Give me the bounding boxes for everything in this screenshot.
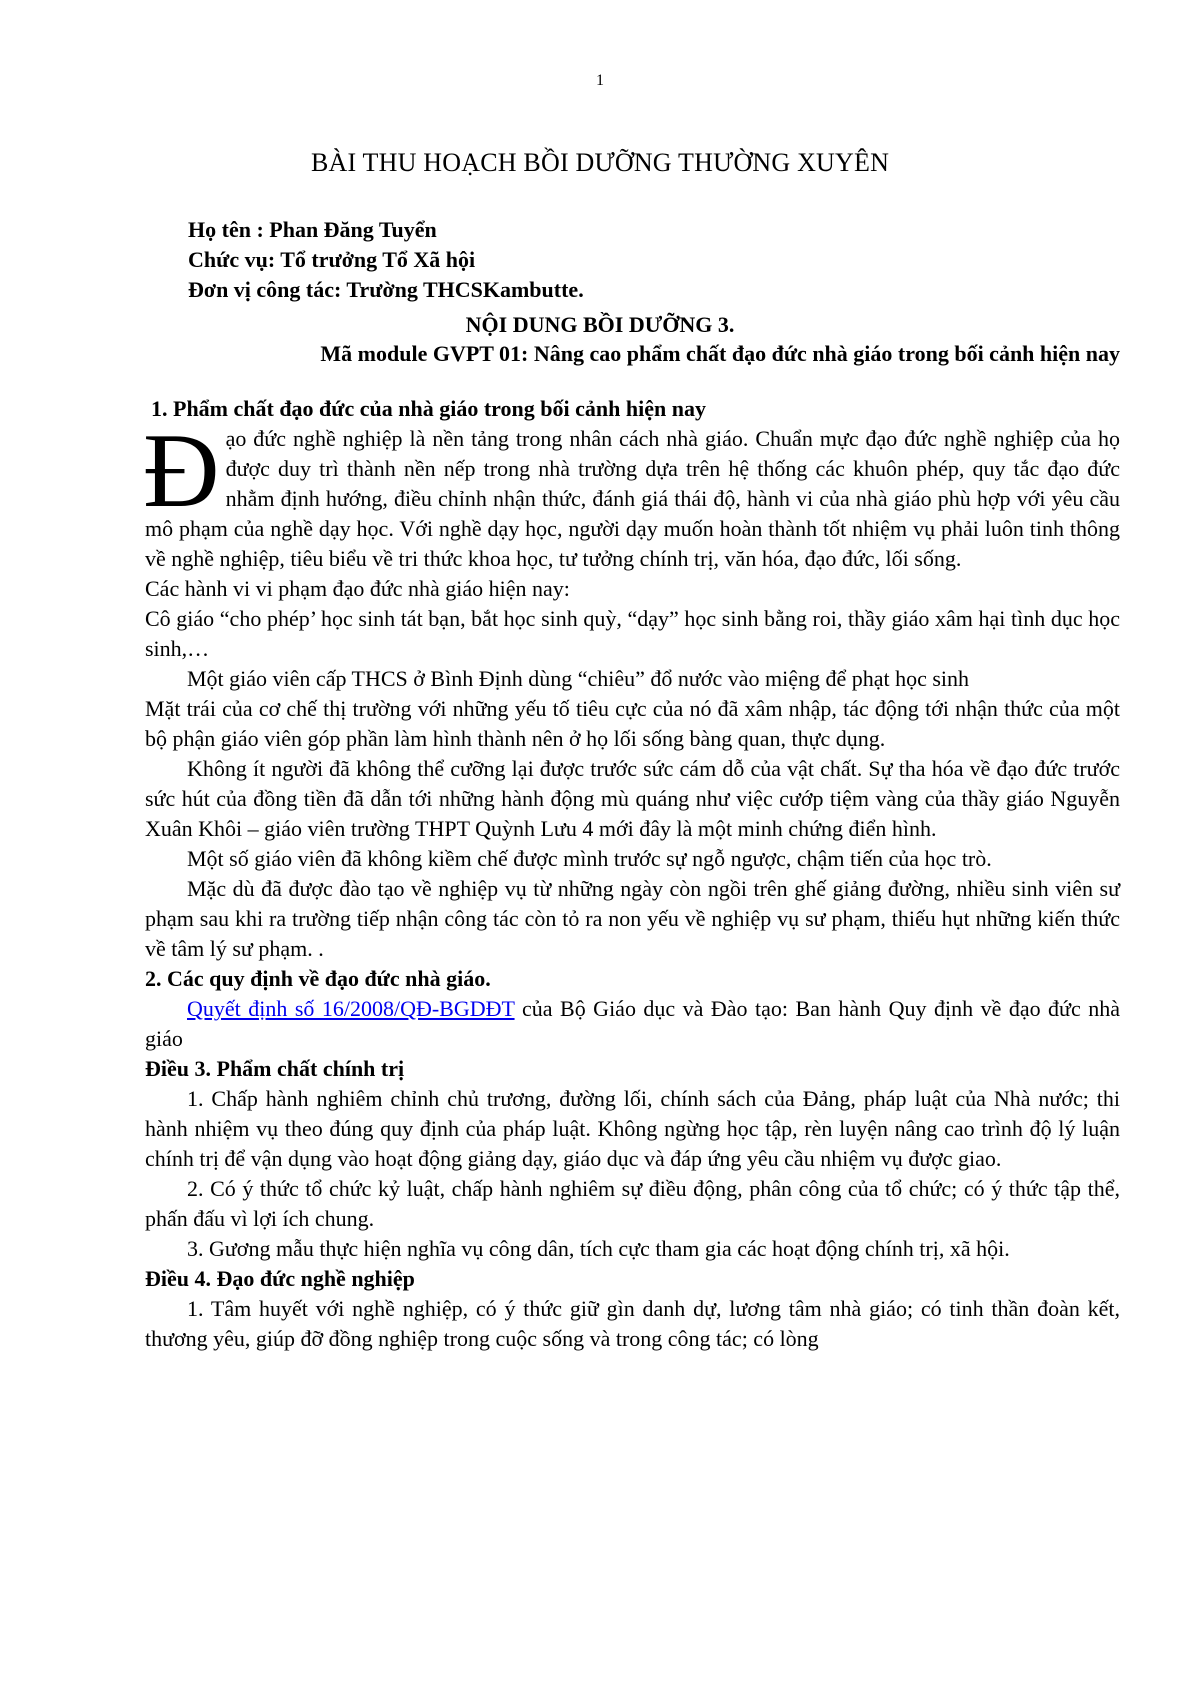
section1-para7: Một số giáo viên đã không kiềm chế được mình trước sự ngỗ ngược, chậm tiến của học trò. [187,846,992,871]
drop-cap: Đ [143,412,220,529]
section1-para5: Mặt trái của cơ chế thị trường với những yếu tố tiêu cực của nó đã xâm nhập, tác động tới nhận thức của một bộ phận giáo viên góp phần làm hình thành nên ở họ lối sống bàng quan, thực dụng. [145,696,1120,751]
author-name: Họ tên : Phan Đăng Tuyển [188,217,437,242]
author-info [188,215,584,305]
document-title: BÀI THU HOẠCH BỒI DƯỠNG THƯỜNG XUYÊN [310,148,890,177]
document-body [145,394,1120,1354]
section1-para6: Không ít người đã không thể cưỡng lại được trước sức cám dỗ của vật chất. Sự tha hóa về đạo đức trước sức hút của đồng tiền đã dẫn tới những hành động mù quáng như việc cướp tiệm vàng của thầy giáo Nguyễn Xuân Khôi – giáo viên trường THPT Quỳnh Lưu 4 mới đây là một minh chứng điển hình. [145,756,1120,841]
regulation-link[interactable]: Quyết định số 16/2008/QĐ-BGDĐT [187,996,515,1021]
module-heading: Mã module GVPT 01: Nâng cao phẩm chất đạo đức nhà giáo trong bối cảnh hiện nay [320,341,1120,366]
section1-para1-text: ạo đức nghề nghiệp là nền tảng trong nhân cách nhà giáo. Chuẩn mực đạo đức nghề nghiệp của họ được duy trì thành nền nếp trong nhà trường dựa trên hệ thống các khuôn phép, quy tắc đạo đức nhằm định hướng, điều chỉnh nhận thức, đánh giá thái độ, hành vi của nhà giáo phù hợp với yêu cầu mô phạm của nghề dạy học. Với nghề dạy học, người dạy muốn hoàn thành tốt nhiệm vụ phải luôn tinh thông về nghề nghiệp, tiêu biểu về tri thức khoa học, tư tưởng chính trị, văn hóa, đạo đức, lối sống. [145,426,1120,571]
author-unit: Đơn vị công tác: Trường THCSKambutte. [188,277,584,302]
article3-item-1: 1. Chấp hành nghiêm chỉnh chủ trương, đường lối, chính sách của Đảng, pháp luật của Nhà nước; thi hành nhiệm vụ theo đúng quy định của pháp luật. Không ngừng học tập, rèn luyện nâng cao trình độ lý luận chính trị để vận dụng vào hoạt động giảng dạy, giáo dục và đáp ứng yêu cầu nhiệm vụ được giao. [145,1086,1120,1171]
page-number: 1 [596,72,604,89]
article3-item-3: 3. Gương mẫu thực hiện nghĩa vụ công dân, tích cực tham gia các hoạt động chính trị, xã hội. [187,1236,1010,1261]
content-heading: NỘI DUNG BỒI DƯỠNG 3. [465,312,735,337]
section1-para1 [143,412,1120,574]
article3-heading: Điều 3. Phẩm chất chính trị [145,1056,405,1081]
section1-para2: Các hành vi vi phạm đạo đức nhà giáo hiện nay: [145,576,570,601]
section1-para8: Mặc dù đã được đào tạo về nghiệp vụ từ những ngày còn ngồi trên ghế giảng đường, nhiều sinh viên sư phạm sau khi ra trường tiếp nhận công tác còn tỏ ra non yếu về nghiệp vụ sư phạm, thiếu hụt những kiến thức về tâm lý sư phạm. . [145,876,1120,961]
author-position: Chức vụ: Tổ trưởng Tổ Xã hội [188,247,476,272]
section1-heading: 1. Phẩm chất đạo đức của nhà giáo trong bối cảnh hiện nay [151,396,706,421]
section2-heading: 2. Các quy định về đạo đức nhà giáo. [145,966,491,991]
section1-para3: Cô giáo “cho phép’ học sinh tát bạn, bắt học sinh quỳ, “dạy” học sinh bằng roi, thầy giáo xâm hại tình dục học sinh,… [145,606,1120,661]
regulation-reference [145,994,1120,1054]
article4-item-1: 1. Tâm huyết với nghề nghiệp, có ý thức giữ gìn danh dự, lương tâm nhà giáo; có tinh thần đoàn kết, thương yêu, giúp đỡ đồng nghiệp trong cuộc sống và trong công tác; có lòng [145,1296,1120,1351]
section1-para4: Một giáo viên cấp THCS ở Bình Định dùng “chiêu” đổ nước vào miệng để phạt học sinh [187,666,970,691]
article3-item-2: 2. Có ý thức tổ chức kỷ luật, chấp hành nghiêm sự điều động, phân công của tổ chức; có ý thức tập thể, phấn đấu vì lợi ích chung. [145,1176,1120,1231]
regulation-link-tail: của Bộ Giáo dục và Đào tạo: Ban hành Quy định về đạo đức nhà giáo [145,996,1120,1051]
article4-heading: Điều 4. Đạo đức nghề nghiệp [145,1266,415,1291]
